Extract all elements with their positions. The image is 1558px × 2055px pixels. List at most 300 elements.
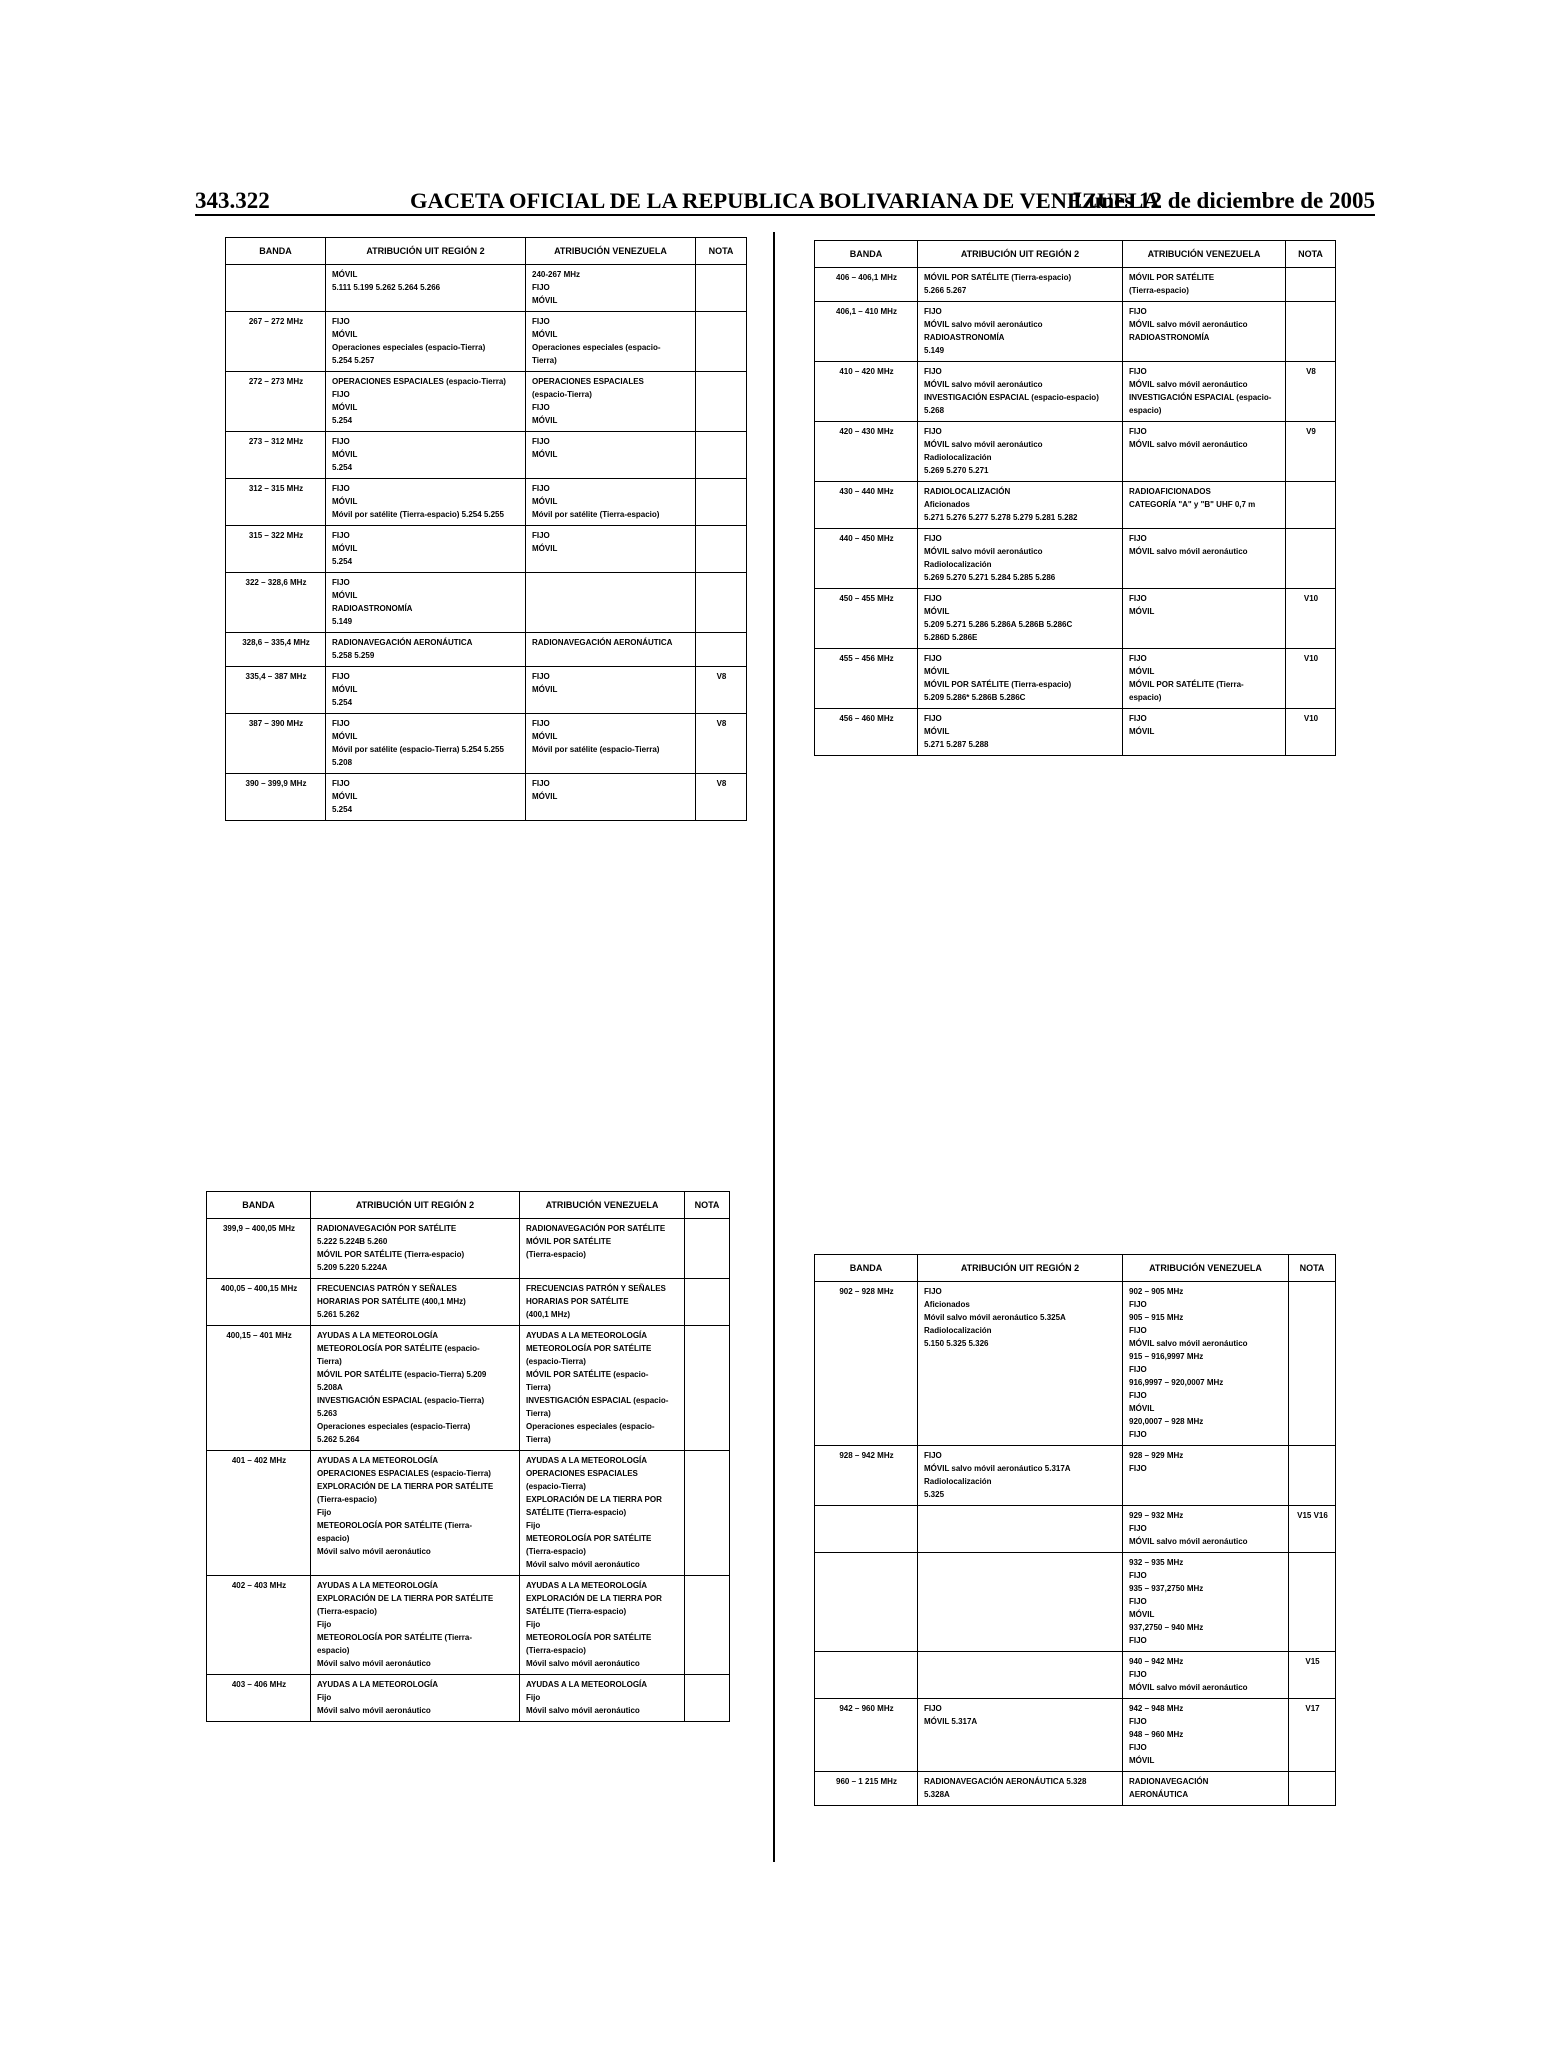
band-cell: 400,15 – 401 MHz <box>207 1326 311 1451</box>
allocation-line: FIJO <box>532 437 550 446</box>
venezuela-allocation-cell <box>1123 589 1286 649</box>
band-cell: 267 – 272 MHz <box>226 312 326 372</box>
allocation-line: FIJO <box>1129 714 1147 723</box>
table-row <box>226 265 747 312</box>
allocation-line: METEOROLOGÍA POR SATÉLITE (Tierra- <box>317 1521 472 1530</box>
venezuela-allocation-cell <box>1123 649 1286 709</box>
allocation-line: FIJO <box>1129 594 1147 603</box>
band-cell: 399,9 – 400,05 MHz <box>207 1219 311 1279</box>
allocation-line: AYUDAS A LA METEOROLOGÍA <box>526 1680 648 1689</box>
allocation-line: MÓVIL 5.317A <box>924 1717 978 1726</box>
allocation-line: 5.254 <box>332 805 353 814</box>
allocation-line: FIJO <box>1129 1571 1147 1580</box>
table-body <box>207 1219 730 1722</box>
allocation-line: MÓVIL <box>1129 1610 1155 1619</box>
allocation-line: MÓVIL salvo móvil aeronáutico <box>1129 320 1248 329</box>
allocation-line: 932 – 935 MHz <box>1129 1558 1184 1567</box>
table-row <box>226 667 747 714</box>
table-row <box>815 482 1336 529</box>
allocation-line: FIJO <box>924 534 942 543</box>
frequency-table-1 <box>225 237 747 821</box>
allocation-line: MÓVIL POR SATÉLITE (Tierra-espacio) <box>924 273 1072 282</box>
band-cell: 430 – 440 MHz <box>815 482 918 529</box>
note-cell <box>1289 1282 1336 1446</box>
band-cell: 400,05 – 400,15 MHz <box>207 1279 311 1326</box>
allocation-line: 5.258 5.259 <box>332 651 375 660</box>
note-cell <box>696 432 747 479</box>
allocation-line: FIJO <box>332 484 350 493</box>
publication-title: GACETA OFICIAL DE LA REPUBLICA BOLIVARIANA DE VENEZUELA <box>410 188 1160 213</box>
allocation-line: MÓVIL salvo móvil aeronáutico <box>1129 380 1248 389</box>
venezuela-allocation-cell <box>1123 362 1286 422</box>
allocation-line: 5.262 5.264 <box>317 1435 360 1444</box>
header-note: NOTA <box>696 238 747 265</box>
page-header <box>195 188 1375 214</box>
allocation-line: RADIONAVEGACIÓN AERONÁUTICA <box>532 638 673 647</box>
table-row <box>815 649 1336 709</box>
allocation-line: MÓVIL salvo móvil aeronáutico 5.317A <box>924 1464 1071 1473</box>
allocation-line: FIJO <box>332 672 350 681</box>
table-row <box>226 633 747 667</box>
frequency-table-2 <box>814 240 1336 756</box>
allocation-line: MÓVIL <box>332 330 358 339</box>
table-row <box>226 312 747 372</box>
itu-allocation-cell <box>326 372 526 432</box>
allocation-line: Móvil por satélite (Tierra-espacio) <box>532 510 660 519</box>
allocation-line: RADIOLOCALIZACIÓN <box>924 487 1011 496</box>
allocation-line: Radiolocalización <box>924 453 992 462</box>
allocation-line: MÓVIL salvo móvil aeronáutico <box>924 320 1043 329</box>
table-row <box>815 1553 1336 1652</box>
note-cell: V15 V16 <box>1289 1506 1336 1553</box>
allocation-line: 5.269 5.270 5.271 <box>924 466 989 475</box>
allocation-line: Móvil salvo móvil aeronáutico <box>317 1659 431 1668</box>
allocation-line: FIJO <box>924 714 942 723</box>
table-row <box>226 479 747 526</box>
allocation-line: espacio) <box>317 1534 350 1543</box>
allocation-line: EXPLORACIÓN DE LA TIERRA POR SATÉLITE <box>317 1594 494 1603</box>
allocation-line: HORARIAS POR SATÉLITE <box>526 1297 629 1306</box>
table-row <box>207 1326 730 1451</box>
allocation-line: FIJO <box>924 594 942 603</box>
table-row <box>815 529 1336 589</box>
allocation-line: FIJO <box>1129 1391 1147 1400</box>
allocation-line: AYUDAS A LA METEOROLOGÍA <box>526 1331 648 1340</box>
table-row <box>815 422 1336 482</box>
itu-allocation-cell <box>918 709 1123 756</box>
note-cell <box>1286 268 1336 302</box>
allocation-line: MÓVIL salvo móvil aeronáutico <box>924 380 1043 389</box>
allocation-line: FIJO <box>1129 534 1147 543</box>
note-cell <box>685 1675 730 1722</box>
allocation-line: FIJO <box>924 654 942 663</box>
itu-allocation-cell <box>918 482 1123 529</box>
itu-allocation-cell <box>326 633 526 667</box>
table-row <box>207 1451 730 1576</box>
allocation-line: RADIONAVEGACIÓN POR SATÉLITE <box>526 1224 666 1233</box>
allocation-line: (Tierra-espacio) <box>1129 286 1189 295</box>
allocation-line: FIJO <box>332 719 350 728</box>
allocation-line: AYUDAS A LA METEOROLOGÍA <box>317 1456 439 1465</box>
table-row <box>207 1576 730 1675</box>
note-cell: V8 <box>696 774 747 821</box>
itu-allocation-cell <box>326 479 526 526</box>
band-cell <box>815 1506 918 1553</box>
allocation-line: METEOROLOGÍA POR SATÉLITE (espacio- <box>317 1344 480 1353</box>
allocation-line: 5.263 <box>317 1409 338 1418</box>
allocation-line: (espacio-Tierra) <box>532 390 592 399</box>
allocation-line: Fijo <box>526 1620 541 1629</box>
note-cell <box>685 1219 730 1279</box>
allocation-line: FIJO <box>532 484 550 493</box>
band-cell <box>815 1553 918 1652</box>
allocation-line: FIJO <box>532 283 550 292</box>
band-cell: 402 – 403 MHz <box>207 1576 311 1675</box>
allocation-line: Móvil salvo móvil aeronáutico <box>317 1547 431 1556</box>
allocation-line: Tierra) <box>526 1409 551 1418</box>
allocation-line: FIJO <box>1129 427 1147 436</box>
note-cell: V10 <box>1286 709 1336 756</box>
allocation-line: MÓVIL <box>532 296 558 305</box>
venezuela-allocation-cell <box>1123 1553 1289 1652</box>
itu-allocation-cell <box>326 714 526 774</box>
allocation-line: Tierra) <box>526 1383 551 1392</box>
table-row <box>815 1699 1336 1772</box>
band-cell <box>815 1652 918 1699</box>
table-row <box>815 1506 1336 1553</box>
allocation-line: INVESTIGACIÓN ESPACIAL (espacio- <box>1129 393 1272 402</box>
band-cell: 387 – 390 MHz <box>226 714 326 774</box>
itu-allocation-cell <box>918 1772 1123 1806</box>
band-cell: 420 – 430 MHz <box>815 422 918 482</box>
itu-allocation-cell <box>311 1451 520 1576</box>
allocation-line: Radiolocalización <box>924 1477 992 1486</box>
allocation-line: MÓVIL <box>332 497 358 506</box>
frequency-table-4 <box>814 1254 1336 1806</box>
allocation-line: Operaciones especiales (espacio- <box>526 1422 655 1431</box>
venezuela-allocation-cell <box>520 1326 685 1451</box>
allocation-line: RADIONAVEGACIÓN AERONÁUTICA <box>332 638 473 647</box>
allocation-line: MÓVIL <box>332 403 358 412</box>
venezuela-allocation-cell <box>526 312 696 372</box>
note-cell: V8 <box>1286 362 1336 422</box>
allocation-line: 5.208 <box>332 758 353 767</box>
header-itu: ATRIBUCIÓN UIT REGIÓN 2 <box>918 1255 1123 1282</box>
allocation-line: Fijo <box>526 1521 541 1530</box>
allocation-line: 5.208A <box>317 1383 343 1392</box>
table-row <box>815 1282 1336 1446</box>
allocation-line: INVESTIGACIÓN ESPACIAL (espacio- <box>526 1396 669 1405</box>
allocation-line: (Tierra-espacio) <box>317 1607 377 1616</box>
band-cell: 942 – 960 MHz <box>815 1699 918 1772</box>
allocation-line: Móvil salvo móvil aeronáutico <box>526 1659 640 1668</box>
allocation-line: MÓVIL salvo móvil aeronáutico <box>1129 1683 1248 1692</box>
table-body <box>815 268 1336 756</box>
allocation-line: 916,9997 – 920,0007 MHz <box>1129 1378 1224 1387</box>
allocation-line: MÓVIL <box>1129 1756 1155 1765</box>
allocation-line: (Tierra-espacio) <box>317 1495 377 1504</box>
allocation-line: MÓVIL <box>532 497 558 506</box>
allocation-line: 942 – 948 MHz <box>1129 1704 1184 1713</box>
allocation-line: SATÉLITE (Tierra-espacio) <box>526 1607 627 1616</box>
allocation-line: espacio) <box>317 1646 350 1655</box>
allocation-line: AYUDAS A LA METEOROLOGÍA <box>526 1456 648 1465</box>
allocation-line: OPERACIONES ESPACIALES (espacio-Tierra) <box>317 1469 491 1478</box>
allocation-line: FIJO <box>924 1704 942 1713</box>
header-venezuela: ATRIBUCIÓN VENEZUELA <box>1123 241 1286 268</box>
note-cell <box>685 1576 730 1675</box>
venezuela-allocation-cell <box>1123 422 1286 482</box>
allocation-line: 5.209 5.286* 5.286B 5.286C <box>924 693 1026 702</box>
venezuela-allocation-cell <box>1123 709 1286 756</box>
allocation-line: FIJO <box>1129 307 1147 316</box>
venezuela-allocation-cell <box>526 667 696 714</box>
table-row <box>815 1772 1336 1806</box>
note-cell: V8 <box>696 667 747 714</box>
allocation-line: Móvil por satélite (Tierra-espacio) 5.254 5.255 <box>332 510 504 519</box>
note-cell <box>696 265 747 312</box>
itu-allocation-cell <box>918 1506 1123 1553</box>
allocation-line: Radiolocalización <box>924 1326 992 1335</box>
itu-allocation-cell <box>918 268 1123 302</box>
venezuela-allocation-cell <box>1123 1772 1289 1806</box>
note-cell: V9 <box>1286 422 1336 482</box>
header-itu: ATRIBUCIÓN UIT REGIÓN 2 <box>326 238 526 265</box>
itu-allocation-cell <box>918 589 1123 649</box>
allocation-line: MÓVIL <box>332 450 358 459</box>
band-cell: 401 – 402 MHz <box>207 1451 311 1576</box>
allocation-line: Operaciones especiales (espacio- <box>532 343 661 352</box>
venezuela-allocation-cell <box>526 432 696 479</box>
allocation-line: FIJO <box>924 427 942 436</box>
header-band: BANDA <box>815 1255 918 1282</box>
allocation-line: 5.254 <box>332 698 353 707</box>
allocation-line: 937,2750 – 940 MHz <box>1129 1623 1204 1632</box>
allocation-line: RADIOASTRONOMÍA <box>1129 333 1210 342</box>
allocation-line: 5.149 <box>332 617 353 626</box>
allocation-line: OPERACIONES ESPACIALES <box>532 377 644 386</box>
allocation-line: Fijo <box>317 1693 332 1702</box>
allocation-line: 5.325 <box>924 1490 945 1499</box>
allocation-line: AYUDAS A LA METEOROLOGÍA <box>317 1331 439 1340</box>
allocation-line: MÓVIL <box>1129 667 1155 676</box>
itu-allocation-cell <box>918 1553 1123 1652</box>
allocation-line: FIJO <box>332 390 350 399</box>
allocation-line: FIJO <box>332 578 350 587</box>
venezuela-allocation-cell <box>520 1219 685 1279</box>
header-band: BANDA <box>226 238 326 265</box>
allocation-line: Tierra) <box>526 1435 551 1444</box>
allocation-line: 5.254 <box>332 463 353 472</box>
allocation-line: FIJO <box>924 1451 942 1460</box>
allocation-line: MÓVIL <box>532 450 558 459</box>
allocation-line: Radiolocalización <box>924 560 992 569</box>
allocation-line: FIJO <box>1129 1326 1147 1335</box>
allocation-line: 5.261 5.262 <box>317 1310 360 1319</box>
allocation-line: Aficionados <box>924 1300 970 1309</box>
table-row <box>207 1675 730 1722</box>
band-cell: 455 – 456 MHz <box>815 649 918 709</box>
allocation-line: RADIOAFICIONADOS <box>1129 487 1211 496</box>
note-cell <box>1289 1553 1336 1652</box>
note-cell <box>685 1279 730 1326</box>
allocation-line: INVESTIGACIÓN ESPACIAL (espacio-espacio) <box>924 393 1099 402</box>
allocation-line: MÓVIL salvo móvil aeronáutico <box>1129 547 1248 556</box>
allocation-line: INVESTIGACIÓN ESPACIAL (espacio-Tierra) <box>317 1396 485 1405</box>
allocation-line: Móvil por satélite (espacio-Tierra) <box>532 745 660 754</box>
table-row <box>226 714 747 774</box>
allocation-line: (espacio-Tierra) <box>526 1482 586 1491</box>
header-itu: ATRIBUCIÓN UIT REGIÓN 2 <box>311 1192 520 1219</box>
allocation-line: EXPLORACIÓN DE LA TIERRA POR <box>526 1495 662 1504</box>
allocation-line: 5.269 5.270 5.271 5.284 5.285 5.286 <box>924 573 1056 582</box>
allocation-line: 940 – 942 MHz <box>1129 1657 1184 1666</box>
allocation-line: RADIOASTRONOMÍA <box>924 333 1005 342</box>
itu-allocation-cell <box>918 1652 1123 1699</box>
frequency-table-3 <box>206 1191 730 1722</box>
table-row <box>226 774 747 821</box>
allocation-line: MÓVIL <box>332 732 358 741</box>
venezuela-allocation-cell <box>1123 1506 1289 1553</box>
venezuela-allocation-cell <box>1123 268 1286 302</box>
table-row <box>815 589 1336 649</box>
venezuela-allocation-cell <box>526 774 696 821</box>
allocation-line: HORARIAS POR SATÉLITE (400,1 MHz) <box>317 1297 466 1306</box>
allocation-line: MÓVIL <box>532 792 558 801</box>
allocation-line: FIJO <box>1129 1597 1147 1606</box>
venezuela-allocation-cell <box>520 1675 685 1722</box>
note-cell: V10 <box>1286 649 1336 709</box>
allocation-line: 5.209 5.271 5.286 5.286A 5.286B 5.286C <box>924 620 1073 629</box>
venezuela-allocation-cell <box>520 1451 685 1576</box>
allocation-line: FIJO <box>924 307 942 316</box>
header-rule <box>195 214 1375 216</box>
allocation-line: 5.254 <box>332 557 353 566</box>
itu-allocation-cell <box>326 774 526 821</box>
venezuela-allocation-cell <box>526 479 696 526</box>
allocation-line: FIJO <box>532 779 550 788</box>
allocation-line: FIJO <box>1129 367 1147 376</box>
allocation-line: FIJO <box>532 317 550 326</box>
itu-allocation-cell <box>918 529 1123 589</box>
itu-allocation-cell <box>918 1446 1123 1506</box>
itu-allocation-cell <box>326 265 526 312</box>
allocation-line: (Tierra-espacio) <box>526 1250 586 1259</box>
note-cell <box>1286 529 1336 589</box>
allocation-line: 5.254 <box>332 416 353 425</box>
venezuela-allocation-cell <box>526 633 696 667</box>
allocation-line: MÓVIL salvo móvil aeronáutico <box>924 547 1043 556</box>
note-cell: V17 <box>1289 1699 1336 1772</box>
allocation-line: 929 – 932 MHz <box>1129 1511 1184 1520</box>
band-cell: 273 – 312 MHz <box>226 432 326 479</box>
table-row <box>815 302 1336 362</box>
venezuela-allocation-cell <box>1123 302 1286 362</box>
venezuela-allocation-cell <box>1123 1282 1289 1446</box>
column-divider <box>773 232 775 1862</box>
allocation-line: EXPLORACIÓN DE LA TIERRA POR SATÉLITE <box>317 1482 494 1491</box>
allocation-line: MÓVIL <box>532 544 558 553</box>
itu-allocation-cell <box>311 1675 520 1722</box>
allocation-line: MÓVIL <box>332 270 358 279</box>
allocation-line: FIJO <box>532 531 550 540</box>
note-cell <box>696 312 747 372</box>
itu-allocation-cell <box>918 422 1123 482</box>
allocation-line: RADIONAVEGACIÓN <box>1129 1777 1209 1786</box>
allocation-line: 905 – 915 MHz <box>1129 1313 1184 1322</box>
itu-allocation-cell <box>918 649 1123 709</box>
allocation-line: OPERACIONES ESPACIALES (espacio-Tierra) <box>332 377 506 386</box>
allocation-line: FIJO <box>1129 1365 1147 1374</box>
allocation-line: Móvil salvo móvil aeronáutico 5.325A <box>924 1313 1066 1322</box>
band-cell: 272 – 273 MHz <box>226 372 326 432</box>
table-row <box>226 372 747 432</box>
allocation-line: MÓVIL salvo móvil aeronáutico <box>924 440 1043 449</box>
band-cell: 450 – 455 MHz <box>815 589 918 649</box>
allocation-line: 5.271 5.287 5.288 <box>924 740 989 749</box>
itu-allocation-cell <box>918 1282 1123 1446</box>
allocation-line: 5.266 5.267 <box>924 286 967 295</box>
header-venezuela: ATRIBUCIÓN VENEZUELA <box>520 1192 685 1219</box>
allocation-line: MÓVIL salvo móvil aeronáutico <box>1129 1339 1248 1348</box>
itu-allocation-cell <box>311 1279 520 1326</box>
allocation-line: FIJO <box>1129 1464 1147 1473</box>
venezuela-allocation-cell <box>526 714 696 774</box>
allocation-line: Fijo <box>317 1508 332 1517</box>
header-band: BANDA <box>815 241 918 268</box>
allocation-line: 902 – 905 MHz <box>1129 1287 1184 1296</box>
allocation-line: MÓVIL <box>1129 607 1155 616</box>
allocation-line: Tierra) <box>532 356 557 365</box>
allocation-line: 5.111 5.199 5.262 5.264 5.266 <box>332 283 441 292</box>
venezuela-allocation-cell <box>526 372 696 432</box>
page-number: 343.322 <box>195 188 270 213</box>
table-row <box>207 1219 730 1279</box>
table-body <box>226 265 747 821</box>
allocation-line: Fijo <box>317 1620 332 1629</box>
note-cell <box>1289 1772 1336 1806</box>
venezuela-allocation-cell <box>1123 1446 1289 1506</box>
allocation-line: FIJO <box>1129 1524 1147 1533</box>
note-cell <box>685 1451 730 1576</box>
header-note: NOTA <box>1286 241 1336 268</box>
allocation-line: FRECUENCIAS PATRÓN Y SEÑALES <box>317 1284 457 1293</box>
allocation-line: MÓVIL <box>332 792 358 801</box>
venezuela-allocation-cell <box>1123 482 1286 529</box>
allocation-line: 5.271 5.276 5.277 5.278 5.279 5.281 5.282 <box>924 513 1078 522</box>
allocation-line: MÓVIL <box>532 685 558 694</box>
allocation-line: MÓVIL <box>1129 727 1155 736</box>
note-cell <box>685 1326 730 1451</box>
allocation-line: FIJO <box>532 403 550 412</box>
allocation-line: OPERACIONES ESPACIALES <box>526 1469 638 1478</box>
allocation-line: espacio) <box>1129 406 1162 415</box>
allocation-line: FIJO <box>924 1287 942 1296</box>
allocation-line: AYUDAS A LA METEOROLOGÍA <box>317 1680 439 1689</box>
allocation-line: Tierra) <box>317 1357 342 1366</box>
itu-allocation-cell <box>326 573 526 633</box>
header-venezuela: ATRIBUCIÓN VENEZUELA <box>1123 1255 1289 1282</box>
band-cell: 406 – 406,1 MHz <box>815 268 918 302</box>
note-cell <box>696 633 747 667</box>
header-venezuela: ATRIBUCIÓN VENEZUELA <box>526 238 696 265</box>
allocation-line: MÓVIL <box>1129 1404 1155 1413</box>
allocation-line: MÓVIL <box>532 330 558 339</box>
allocation-line: FIJO <box>924 367 942 376</box>
allocation-line: espacio) <box>1129 693 1162 702</box>
allocation-line: AYUDAS A LA METEOROLOGÍA <box>317 1581 439 1590</box>
band-cell: 312 – 315 MHz <box>226 479 326 526</box>
